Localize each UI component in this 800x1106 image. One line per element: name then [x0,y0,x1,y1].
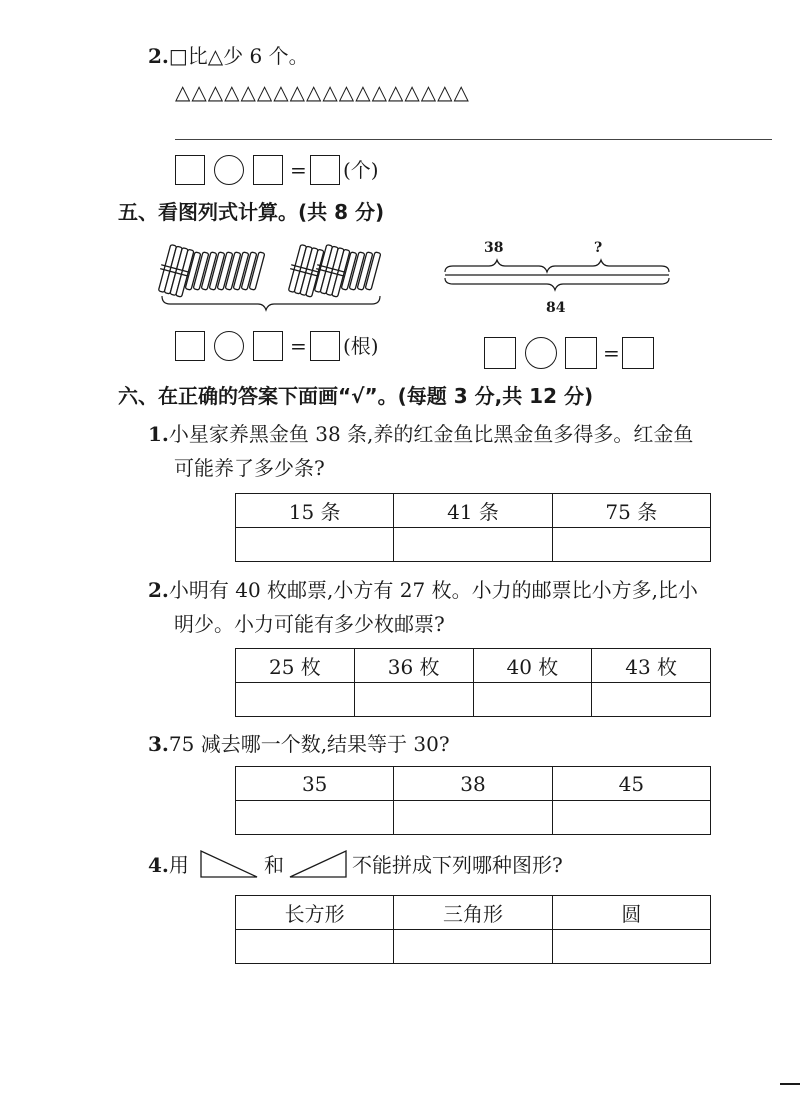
option-label: 38 [394,767,552,801]
answer-cell[interactable] [394,528,552,562]
total-label: 84 [546,300,566,316]
option-label: 40 枚 [473,649,592,683]
option-label: 75 条 [552,494,710,528]
equals-sign: = [290,334,307,358]
answer-box[interactable] [622,337,654,369]
answer-cell[interactable] [236,528,394,562]
question-number: 3. [148,732,169,756]
answer-cell[interactable] [394,801,552,835]
operator-circle[interactable] [214,155,244,185]
question-text: 和 [264,853,284,877]
answer-cell[interactable] [552,930,710,964]
segment-diagram [443,258,671,298]
question-number: 4. [148,853,169,877]
option-label: 45 [552,767,710,801]
answer-line [175,139,772,140]
answer-table [235,648,711,717]
answer-cell[interactable] [473,683,592,717]
option-label: 36 枚 [354,649,473,683]
answer-box[interactable] [175,155,205,185]
section-title: 六、在正确的答案下面画“√”。(每题 3 分,共 12 分) [118,384,594,408]
question-text: 不能拼成下列哪种图形? [352,853,563,877]
right-triangle-icon [200,850,258,878]
answer-table [235,493,711,562]
answer-box[interactable] [253,331,283,361]
equals-sign: = [290,158,307,182]
answer-cell[interactable] [552,528,710,562]
unit-label: (根) [343,334,379,358]
question-text: 明少。小力可能有多少枚邮票? [174,612,445,636]
triangle-row: △△△△△△△△△△△△△△△△△△ [175,80,470,104]
question-line [148,578,698,602]
answer-cell[interactable] [592,683,711,717]
question-text: 75 减去哪一个数,结果等于 30? [168,732,450,756]
part-label-unknown: ? [594,240,603,256]
option-label: 三角形 [394,896,552,930]
question-line [148,853,189,877]
answer-cell[interactable] [236,683,355,717]
answer-box[interactable] [253,155,283,185]
answer-cell[interactable] [236,801,394,835]
option-label: 15 条 [236,494,394,528]
right-triangle-icon [289,850,347,878]
answer-table [235,766,711,835]
q2-line [148,44,309,68]
operator-circle[interactable] [214,331,244,361]
question-number: 2. [148,578,169,602]
option-label: 43 枚 [592,649,711,683]
answer-box[interactable] [310,331,340,361]
page-edge-mark [780,1083,800,1085]
question-line [148,422,693,446]
option-label: 长方形 [236,896,394,930]
part-label: 38 [484,240,504,256]
answer-box[interactable] [175,331,205,361]
question-number: 1. [148,422,169,446]
question-text: □比△少 6 个。 [168,44,309,68]
answer-cell[interactable] [354,683,473,717]
option-label: 35 [236,767,394,801]
question-line [148,732,450,756]
answer-box[interactable] [565,337,597,369]
question-text: 小星家养黑金鱼 38 条,养的红金鱼比黑金鱼多得多。红金鱼 [168,422,694,446]
equals-sign: = [603,341,620,365]
operator-circle[interactable] [525,337,557,369]
section-title: 五、看图列式计算。(共 8 分) [118,200,385,224]
unit-label: (个) [343,158,379,182]
question-number: 2. [148,44,169,68]
question-text: 用 [168,853,189,877]
answer-cell[interactable] [394,930,552,964]
sticks-illustration [150,240,390,315]
answer-box[interactable] [484,337,516,369]
answer-cell[interactable] [552,801,710,835]
question-text: 可能养了多少条? [174,456,325,480]
answer-box[interactable] [310,155,340,185]
option-label: 25 枚 [236,649,355,683]
answer-table [235,895,711,964]
option-label: 41 条 [394,494,552,528]
question-text: 小明有 40 枚邮票,小方有 27 枚。小力的邮票比小方多,比小 [168,578,698,602]
option-label: 圆 [552,896,710,930]
answer-cell[interactable] [236,930,394,964]
